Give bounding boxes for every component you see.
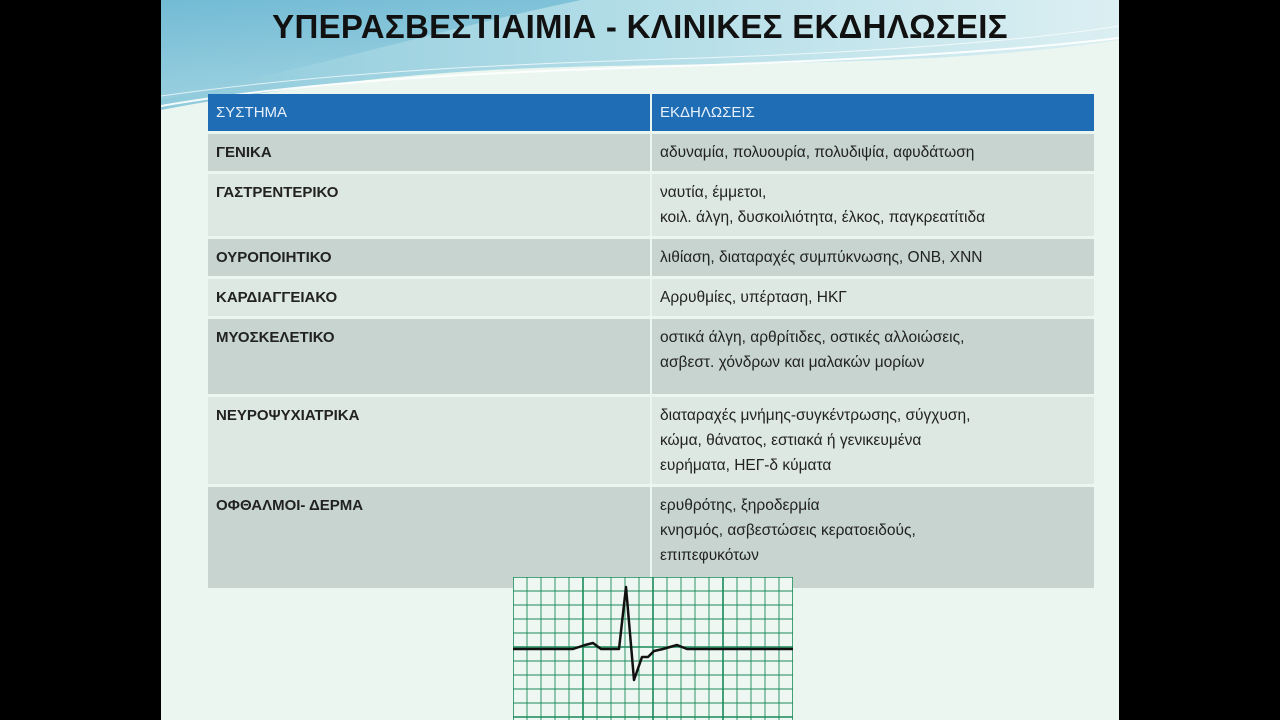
manifestation-cell (651, 173, 1094, 238)
manifestation-line: οστικά άλγη, αρθρίτιδες, οστικές αλλοιώσεις, (660, 329, 965, 346)
manifestation-line: λιθίαση, διαταραχές συμπύκνωσης, ΟΝΒ, ΧΝΝ (660, 249, 983, 266)
manifestation-line: ασβεστ. χόνδρων και μαλακών μορίων (660, 354, 925, 371)
table-row (208, 318, 1094, 396)
manifestation-line: κώμα, θάνατος, εστιακά ή γενικευμένα (660, 432, 922, 449)
system-cell: ΝΕΥΡΟΨΥΧΙΑΤΡΙΚΑ (208, 396, 651, 486)
table-row (208, 278, 1094, 318)
manifestation-cell (651, 133, 1094, 173)
manifestation-cell (651, 278, 1094, 318)
manifestation-line: αδυναμία, πολυουρία, πολυδιψία, αφυδάτωση (660, 144, 975, 161)
header-system: ΣΥΣΤΗΜΑ (208, 94, 651, 133)
system-cell: ΓΕΝΙΚΑ (208, 133, 651, 173)
system-cell: ΟΥΡΟΠΟΙΗΤΙΚΟ (208, 238, 651, 278)
table-row (208, 173, 1094, 238)
system-cell: ΟΦΘΑΛΜΟΙ- ΔΕΡΜΑ (208, 486, 651, 590)
manifestation-line: Αρρυθμίες, υπέρταση, ΗΚΓ (660, 289, 847, 306)
system-cell: ΚΑΡΔΙΑΓΓΕΙΑΚΟ (208, 278, 651, 318)
slide (161, 0, 1119, 720)
manifestation-line: κοιλ. άλγη, δυσκοιλιότητα, έλκος, παγκρεατίτιδα (660, 209, 986, 226)
manifestation-line: κνησμός, ασβεστώσεις κερατοειδούς, (660, 522, 916, 539)
manifestation-line: ευρήματα, ΗΕΓ-δ κύματα (660, 457, 832, 474)
manifestation-cell (651, 486, 1094, 590)
table-row (208, 238, 1094, 278)
manifestations-table (208, 94, 1094, 591)
manifestation-cell (651, 318, 1094, 396)
manifestation-cell (651, 238, 1094, 278)
manifestation-cell (651, 396, 1094, 486)
table-row (208, 486, 1094, 590)
manifestation-line: ναυτία, έμμετοι, (660, 184, 767, 201)
manifestation-line: ερυθρότης, ξηροδερμία (660, 497, 820, 514)
system-cell: ΓΑΣΤΡΕΝΤΕΡΙΚΟ (208, 173, 651, 238)
system-cell: ΜΥΟΣΚΕΛΕΤΙΚΟ (208, 318, 651, 396)
table-header-row (208, 94, 1094, 133)
table-row (208, 396, 1094, 486)
header-manifestations: ΕΚΔΗΛΩΣΕΙΣ (651, 94, 1094, 133)
table-row (208, 133, 1094, 173)
manifestation-line: επιπεφυκότων (660, 547, 759, 564)
slide-title: ΥΠΕΡΑΣΒΕΣΤΙΑΙΜΙΑ - ΚΛΙΝΙΚΕΣ ΕΚΔΗΛΩΣΕΙΣ (272, 8, 1008, 45)
manifestation-line: διαταραχές μνήμης-συγκέντρωσης, σύγχυση, (660, 407, 971, 424)
ecg-trace-image (513, 577, 793, 720)
